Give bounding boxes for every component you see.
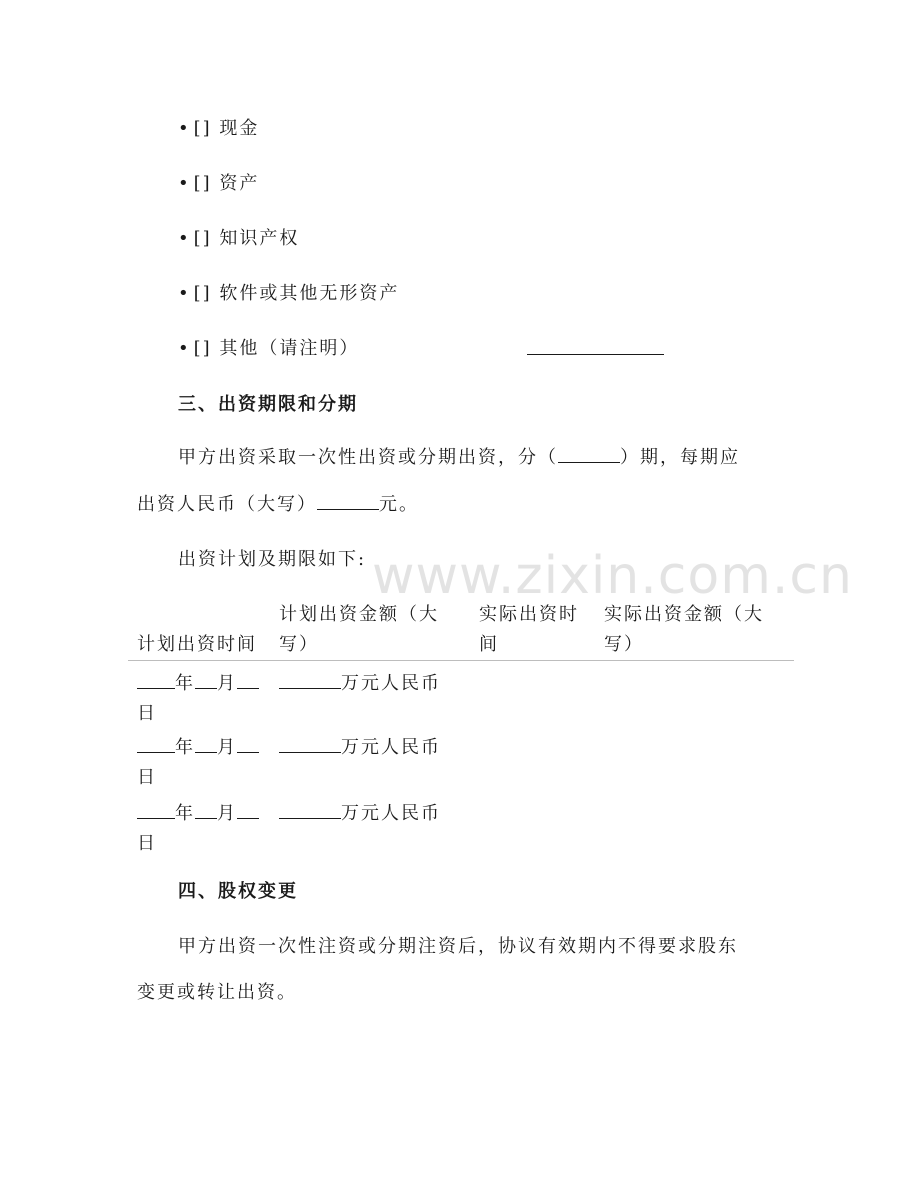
planned-amount (279, 669, 441, 699)
month-blank (195, 672, 217, 689)
installment-count-blank (558, 446, 620, 463)
checkbox-placeholder: [] (193, 173, 212, 194)
bullet-label: 现金 (219, 118, 260, 139)
watermark: www.zixin.com.cn (372, 546, 853, 606)
header-line: 写） (279, 634, 319, 655)
planned-date (137, 733, 259, 763)
paragraph-text: 元。 (379, 494, 419, 515)
year-blank (137, 736, 175, 753)
paragraph-text: 出资人民币（大写） (137, 494, 317, 515)
day-blank (237, 736, 259, 753)
bullet-item-assets (178, 169, 259, 195)
amount-unit: 万元人民币 (341, 673, 441, 694)
bullet-label: 其他（请注明） (219, 338, 360, 359)
table-row (137, 799, 259, 859)
month-label: 月 (217, 803, 237, 824)
paragraph-text: 甲方出资采取一次性出资或分期出资，分（ (178, 447, 558, 468)
month-blank (195, 736, 217, 753)
header-line: 计划出资金额（大 (279, 604, 439, 625)
amount-blank (279, 802, 341, 819)
month-label: 月 (217, 673, 237, 694)
paragraph-text: ）期，每期应 (620, 447, 740, 468)
year-blank (137, 802, 175, 819)
table-header-planned-amount (279, 600, 439, 660)
year-label: 年 (175, 803, 195, 824)
bullet-marker: • (178, 173, 191, 194)
header-line: 写） (604, 634, 644, 655)
section-heading-3: 三、出资期限和分期 (178, 394, 358, 415)
bullet-marker: • (178, 283, 191, 304)
header-line: 计划出资时间 (137, 634, 257, 655)
header-line: 间 (479, 634, 499, 655)
table-header-planned-time (137, 600, 257, 660)
other-specify-blank (527, 337, 664, 355)
month-label: 月 (217, 737, 237, 758)
table-row (137, 669, 259, 729)
bullet-marker: • (178, 118, 191, 139)
amount-unit: 万元人民币 (341, 737, 441, 758)
amount-blank (279, 736, 341, 753)
table-header-rule (128, 660, 794, 661)
day-blank (237, 802, 259, 819)
paragraph-equity-line1: 甲方出资一次性注资或分期注资后，协议有效期内不得要求股东 (178, 936, 738, 957)
checkbox-placeholder: [] (193, 228, 212, 249)
paragraph-schedule-intro: 出资计划及期限如下: (178, 549, 367, 570)
bullet-label: 资产 (219, 173, 260, 194)
header-line: 实际出资时 (479, 604, 579, 625)
paragraph-installments-line2 (137, 490, 419, 516)
table-header-actual-time (479, 600, 579, 660)
day-label: 日 (137, 703, 157, 724)
checkbox-placeholder: [] (193, 283, 212, 304)
day-label: 日 (137, 833, 157, 854)
bullet-label: 软件或其他无形资产 (219, 283, 400, 304)
year-blank (137, 672, 175, 689)
bullet-item-ip (178, 224, 299, 250)
paragraph-installments-line1 (178, 443, 740, 469)
day-label: 日 (137, 767, 157, 788)
checkbox-placeholder: [] (193, 338, 212, 359)
amount-unit: 万元人民币 (341, 803, 441, 824)
bullet-item-other (178, 334, 359, 360)
bullet-item-cash (178, 114, 259, 140)
amount-blank (317, 493, 379, 510)
paragraph-equity-line2: 变更或转让出资。 (137, 982, 297, 1003)
planned-date (137, 669, 259, 699)
table-header-actual-amount (604, 600, 764, 660)
year-label: 年 (175, 673, 195, 694)
header-line: 实际出资金额（大 (604, 604, 764, 625)
planned-date (137, 799, 259, 829)
planned-amount (279, 799, 441, 829)
day-blank (237, 672, 259, 689)
month-blank (195, 802, 217, 819)
bullet-item-software (178, 279, 399, 305)
table-row (137, 733, 259, 793)
bullet-marker: • (178, 228, 191, 249)
year-label: 年 (175, 737, 195, 758)
bullet-marker: • (178, 338, 191, 359)
amount-blank (279, 672, 341, 689)
checkbox-placeholder: [] (193, 118, 212, 139)
planned-amount (279, 733, 441, 763)
section-heading-4: 四、股权变更 (178, 881, 298, 902)
bullet-label: 知识产权 (219, 228, 300, 249)
